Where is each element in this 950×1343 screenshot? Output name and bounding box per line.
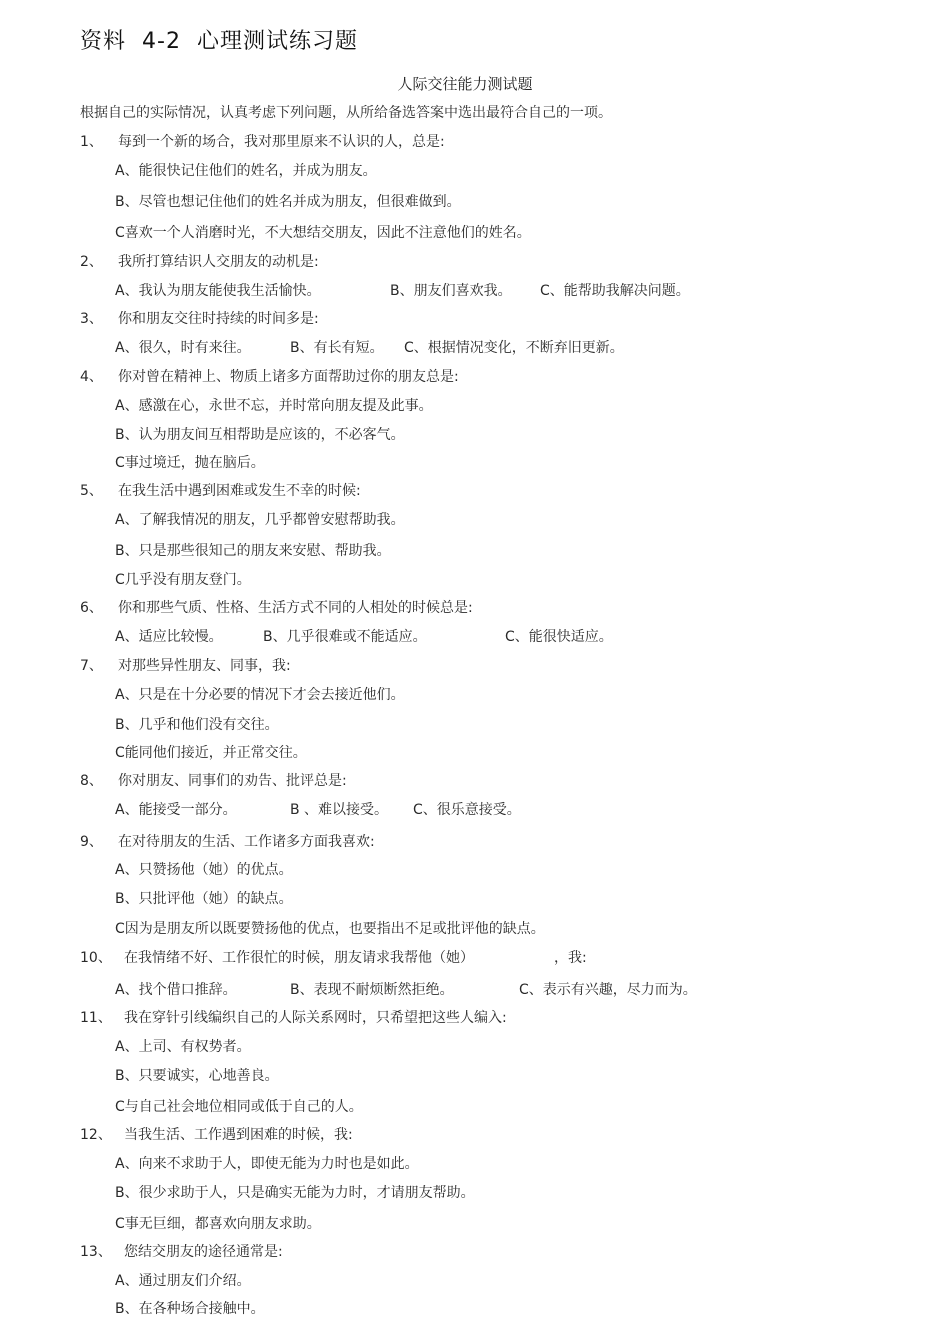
option-7a: A、只是在十分必要的情况下才会去接近他们。	[115, 687, 405, 703]
question-text: 您结交朋友的途径通常是:	[124, 1244, 283, 1260]
question-text: 你对曾在精神上、物质上诸多方面帮助过你的朋友总是:	[118, 369, 459, 385]
option-4c: C事过境迁，抛在脑后。	[115, 455, 265, 471]
option-13a: A、通过朋友们介绍。	[115, 1273, 251, 1289]
option-6c: C、能很快适应。	[505, 629, 613, 645]
question-text: 你和那些气质、性格、生活方式不同的人相处的时候总是:	[118, 600, 473, 616]
option-12c: C事无巨细，都喜欢向朋友求助。	[115, 1216, 321, 1232]
question-12	[80, 1126, 353, 1144]
question-number: 8、	[80, 773, 103, 789]
question-text: 在我情绪不好、工作很忙的时候，朋友请求我帮他（她）	[124, 950, 474, 966]
test-title: 人际交往能力测试题	[397, 75, 533, 93]
option-2a: A、我认为朋友能使我生活愉快。	[115, 283, 321, 299]
heading-code: 4-2	[142, 29, 181, 54]
question-13	[80, 1243, 283, 1261]
question-number: 2、	[80, 254, 103, 270]
option-8c: C、很乐意接受。	[413, 802, 521, 818]
question-7	[80, 657, 291, 675]
question-number: 12、	[80, 1127, 112, 1143]
question-text: 对那些异性朋友、同事，我:	[118, 658, 291, 674]
option-12b: B、很少求助于人，只是确实无能为力时，才请朋友帮助。	[115, 1185, 475, 1201]
question-text: 在对待朋友的生活、工作诸多方面我喜欢:	[118, 834, 375, 850]
heading-title: 心理测试练习题	[196, 29, 358, 54]
question-4	[80, 368, 459, 386]
instructions: 根据自己的实际情况，认真考虑下列问题，从所给备选答案中选出最符合自己的一项。	[80, 105, 612, 121]
question-text-tail: ，我:	[554, 950, 587, 966]
question-number: 9、	[80, 834, 103, 850]
option-1b: B、尽管也想记住他们的姓名并成为朋友，但很难做到。	[115, 194, 461, 210]
question-number: 3、	[80, 311, 103, 327]
question-number: 7、	[80, 658, 103, 674]
option-9a: A、只赞扬他（她）的优点。	[115, 862, 293, 878]
question-text: 在我生活中遇到困难或发生不幸的时候:	[118, 483, 361, 499]
question-6	[80, 599, 473, 617]
option-2c: C、能帮助我解决问题。	[540, 283, 690, 299]
question-text: 我在穿针引线编织自己的人际关系网时，只希望把这些人编入:	[124, 1010, 507, 1026]
option-8b: B 、难以接受。	[290, 802, 389, 818]
option-7c: C能同他们接近，并正常交往。	[115, 745, 307, 761]
option-3a: A、很久，时有来往。	[115, 340, 251, 356]
question-number: 13、	[80, 1244, 112, 1260]
question-text: 当我生活、工作遇到困难的时候，我:	[124, 1127, 353, 1143]
heading-label: 资料	[80, 29, 127, 54]
question-text: 我所打算结识人交朋友的动机是:	[118, 254, 319, 270]
question-text: 你和朋友交往时持续的时间多是:	[118, 311, 319, 327]
question-2	[80, 253, 319, 271]
question-1	[80, 133, 445, 151]
option-6b: B、几乎很难或不能适应。	[263, 629, 427, 645]
option-4b: B、认为朋友间互相帮助是应该的，不必客气。	[115, 427, 405, 443]
option-5a: A、了解我情况的朋友，几乎都曾安慰帮助我。	[115, 512, 405, 528]
document-heading	[80, 24, 358, 55]
question-number: 10、	[80, 950, 112, 966]
option-5c: C几乎没有朋友登门。	[115, 572, 251, 588]
option-3c: C、根据情况变化，不断弃旧更新。	[404, 340, 624, 356]
option-11c: C与自己社会地位相同或低于自己的人。	[115, 1099, 363, 1115]
question-text: 你对朋友、同事们的劝告、批评总是:	[118, 773, 347, 789]
question-number: 1、	[80, 134, 103, 150]
option-1a: A、能很快记住他们的姓名，并成为朋友。	[115, 163, 377, 179]
option-1c: C喜欢一个人消磨时光，不大想结交朋友，因此不注意他们的姓名。	[115, 225, 531, 241]
question-9	[80, 833, 375, 851]
question-11	[80, 1009, 507, 1027]
question-text: 每到一个新的场合，我对那里原来不认识的人，总是:	[118, 134, 445, 150]
option-2b: B、朋友们喜欢我。	[390, 283, 512, 299]
question-3	[80, 310, 319, 328]
question-10	[80, 949, 587, 967]
option-10c: C、表示有兴趣，尽力而为。	[519, 982, 697, 998]
question-number: 6、	[80, 600, 103, 616]
option-8a: A、能接受一部分。	[115, 802, 237, 818]
option-12a: A、向来不求助于人，即使无能为力时也是如此。	[115, 1156, 419, 1172]
question-number: 5、	[80, 483, 103, 499]
option-4a: A、感激在心，永世不忘，并时常向朋友提及此事。	[115, 398, 433, 414]
option-9b: B、只批评他（她）的缺点。	[115, 891, 293, 907]
option-13b: B、在各种场合接触中。	[115, 1301, 265, 1317]
option-3b: B、有长有短。	[290, 340, 384, 356]
option-7b: B、几乎和他们没有交往。	[115, 717, 279, 733]
option-6a: A、适应比较慢。	[115, 629, 223, 645]
question-8	[80, 772, 347, 790]
question-5	[80, 482, 361, 500]
option-10a: A、找个借口推辞。	[115, 982, 237, 998]
question-number: 4、	[80, 369, 103, 385]
option-11a: A、上司、有权势者。	[115, 1039, 251, 1055]
option-10b: B、表现不耐烦断然拒绝。	[290, 982, 454, 998]
option-9c: C因为是朋友所以既要赞扬他的优点，也要指出不足或批评他的缺点。	[115, 921, 545, 937]
question-number: 11、	[80, 1010, 112, 1026]
option-5b: B、只是那些很知己的朋友来安慰、帮助我。	[115, 543, 391, 559]
option-11b: B、只要诚实，心地善良。	[115, 1068, 279, 1084]
